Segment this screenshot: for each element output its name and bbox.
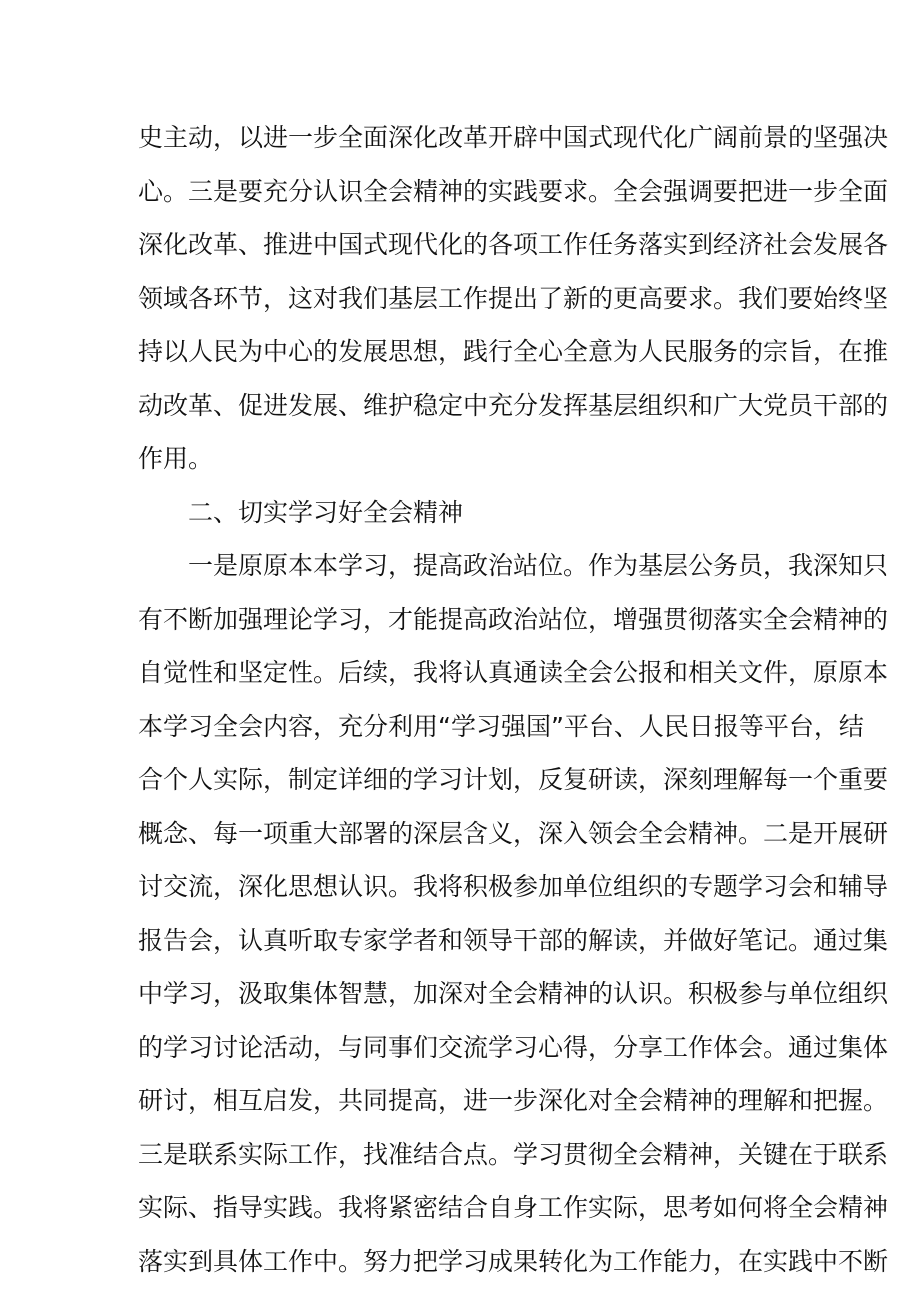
text-line: 讨交流，深化思想认识。我将积极参加单位组织的专题学习会和辅导 xyxy=(138,872,889,901)
text-line: 合个人实际，制定详细的学习计划，反复研读，深刻理解每一个重要 xyxy=(138,765,889,794)
text-line: 深化改革、推进中国式现代化的各项工作任务落实到经济社会发展各 xyxy=(138,230,889,259)
section-heading: 二、切实学习好全会精神 xyxy=(188,497,464,527)
text-line: 作用。 xyxy=(138,444,214,473)
text-line: 动改革、促进发展、维护稳定中充分发挥基层组织和广大党员干部的 xyxy=(138,390,889,420)
text-line: 概念、每一项重大部署的深层含义，深入领会全会精神。二是开展研 xyxy=(138,818,889,848)
text-line: 心。三是要充分认识全会精神的实践要求。全会强调要把进一步全面 xyxy=(138,176,889,206)
text-line: 持以人民为中心的发展思想，践行全心全意为人民服务的宗旨，在推 xyxy=(138,337,889,366)
text-line: 中学习，汲取集体智慧，加深对全会精神的认识。积极参与单位组织 xyxy=(138,979,889,1008)
text-line: 一是原原本本学习，提高政治站位。作为基层公务员，我深知只 xyxy=(188,551,889,580)
text-line: 本学习全会内容，充分利用“学习强国”平台、人民日报等平台，结 xyxy=(138,711,864,741)
text-line: 自觉性和坚定性。后续，我将认真通读全会公报和相关文件，原原本 xyxy=(138,658,889,687)
text-line: 研讨，相互启发，共同提高，进一步深化对全会精神的理解和把握。 xyxy=(138,1086,889,1115)
text-line: 报告会，认真听取专家学者和领导干部的解读，并做好笔记。通过集 xyxy=(138,925,889,955)
body-text xyxy=(138,111,889,1288)
text-line: 史主动，以进一步全面深化改革开辟中国式现代化广阔前景的坚强决 xyxy=(138,123,889,152)
text-line: 的学习讨论活动，与同事们交流学习心得，分享工作体会。通过集体 xyxy=(138,1032,889,1062)
text-line: 实际、指导实践。我将紧密结合自身工作实际，思考如何将全会精神 xyxy=(138,1193,889,1222)
text-line: 领域各环节，这对我们基层工作提出了新的更高要求。我们要始终坚 xyxy=(138,283,889,313)
text-line: 三是联系实际工作，找准结合点。学习贯彻全会精神，关键在于联系 xyxy=(138,1139,889,1169)
text-line: 有不断加强理论学习，才能提高政治站位，增强贯彻落实全会精神的 xyxy=(138,604,889,634)
text-line: 落实到具体工作中。努力把学习成果转化为工作能力，在实践中不断 xyxy=(138,1246,889,1276)
